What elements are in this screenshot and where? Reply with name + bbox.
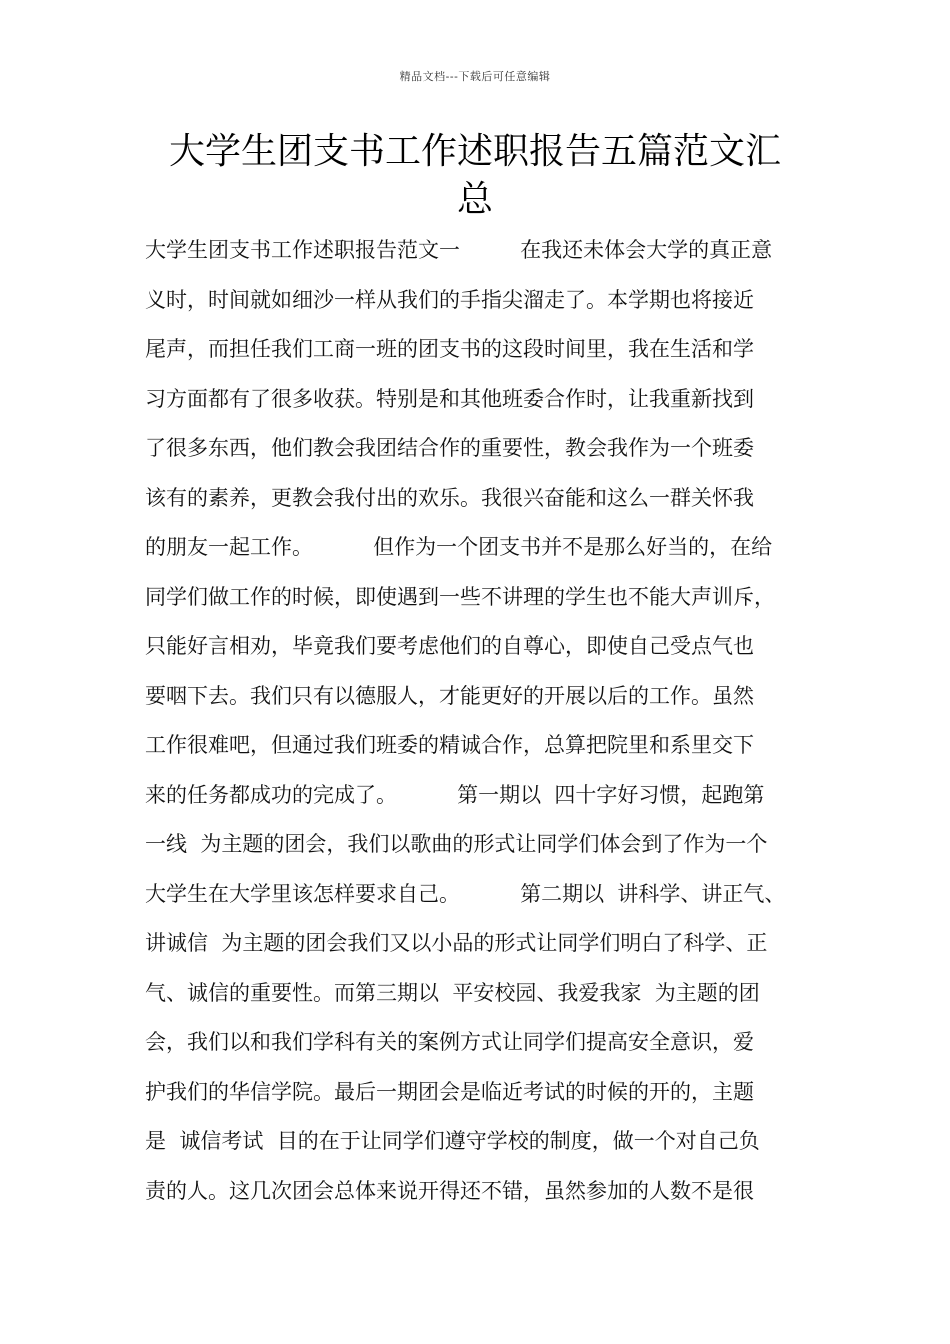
- page-header: 精品文档---下载后可任意编辑: [399, 70, 551, 83]
- document-body: [145, 226, 825, 1216]
- title-line-2: 总: [456, 179, 493, 220]
- title-line-1: 大学生团支书工作述职报告五篇范文汇: [168, 131, 781, 172]
- body-line: 只能好言相劝，毕竟我们要考虑他们的自尊心，即使自己受点气也: [145, 634, 754, 658]
- body-line: 气、诚信的重要性。而第三期以 平安校园、我爱我家 为主题的团: [145, 980, 760, 1005]
- body-line: 义时，时间就如细沙一样从我们的手指尖溜走了。本学期也将接近: [145, 287, 754, 312]
- body-line: 习方面都有了很多收获。特别是和其他班委合作时，让我重新找到: [145, 386, 754, 411]
- body-line: 大学生团支书工作述职报告范文一 在我还未体会大学的真正意: [145, 238, 773, 262]
- body-line: 来的任务都成功的完成了。 第一期以 四十字好习惯，起跑第: [145, 782, 765, 807]
- document-title: [130, 128, 820, 224]
- body-line: 的朋友一起工作。 但作为一个团支书并不是那么好当的，在给: [145, 535, 773, 559]
- body-line: 讲诚信 为主题的团会我们又以小品的形式让同学们明白了科学、正: [145, 931, 768, 955]
- body-line: 护我们的华信学院。最后一期团会是临近考试的时候的开的，主题: [145, 1079, 754, 1104]
- body-line: 尾声，而担任我们工商一班的团支书的这段时间里，我在生活和学: [145, 337, 754, 361]
- body-line: 会，我们以和我们学科有关的案例方式让同学们提高安全意识，爱: [145, 1030, 754, 1054]
- body-line: 要咽下去。我们只有以德服人，才能更好的开展以后的工作。虽然: [145, 683, 754, 708]
- body-line: 该有的素养，更教会我付出的欢乐。我很兴奋能和这么一群关怀我: [145, 485, 754, 510]
- body-line: 大学生在大学里该怎样要求自己。 第二期以 讲科学、讲正气、: [145, 881, 786, 906]
- body-line: 是 诚信考试 目的在于让同学们遵守学校的制度，做一个对自己负: [145, 1129, 760, 1153]
- body-line: 一线 为主题的团会，我们以歌曲的形式让同学们体会到了作为一个: [145, 832, 768, 856]
- body-line: 同学们做工作的时候，即使遇到一些不讲理的学生也不能大声训斥，: [145, 584, 775, 609]
- body-line: 了很多东西，他们教会我团结合作的重要性，教会我作为一个班委: [145, 436, 754, 460]
- body-line: 责的人。这几次团会总体来说开得还不错，虽然参加的人数不是很: [145, 1178, 754, 1203]
- body-line: 工作很难吧，但通过我们班委的精诚合作，总算把院里和系里交下: [145, 733, 754, 757]
